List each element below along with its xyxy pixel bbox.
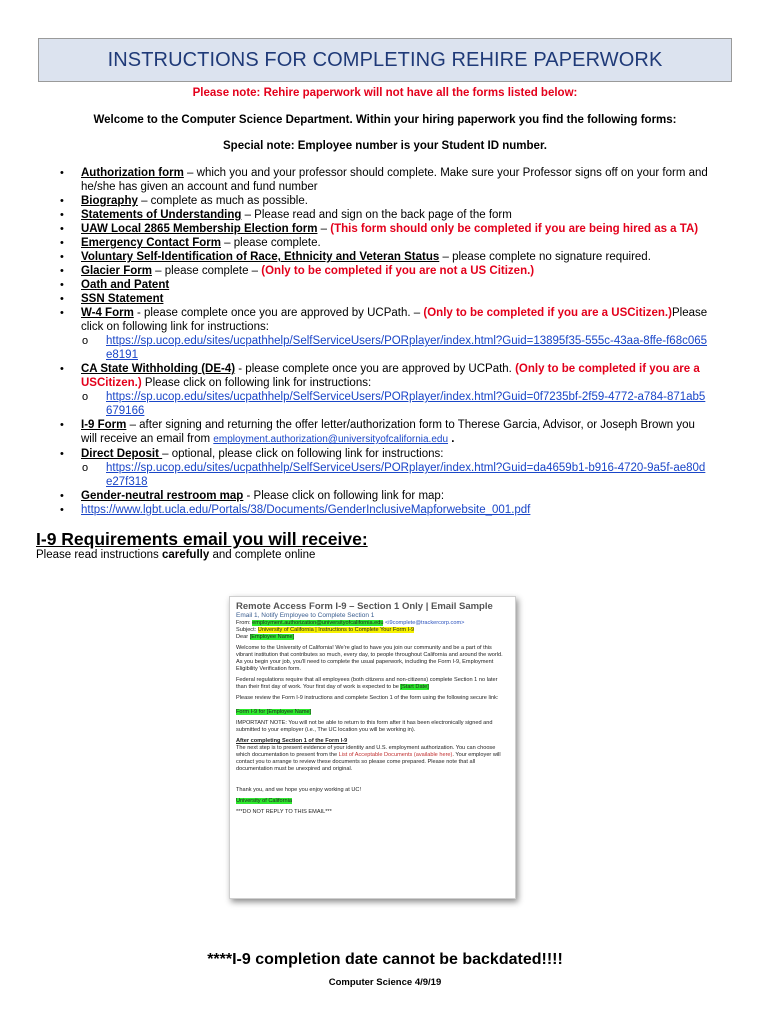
gender-neutral-text: - Please click on following link for map: <box>243 490 445 502</box>
sample-dear-value: [Employee Name] <box>249 634 295 640</box>
de4-text: - please complete once you are approved by UCPath. <box>235 363 516 375</box>
sample-p5-text: The next step is to present evidence of your identity and U.S. employment authorization. You can choose which documentation to present from the <box>236 745 496 758</box>
w4-text: - please complete once you are approved by UCPath. – <box>133 307 424 319</box>
sample-p5-link: List of Acceptable Documents (available here) <box>338 752 453 758</box>
statements-text: – Please read and sign on the back page of the form <box>241 209 512 221</box>
voluntary-label: Voluntary Self-Identification of Race, Ethnicity and Veteran Status <box>81 251 440 263</box>
biography-label: Biography <box>81 195 138 207</box>
read-pre: Please read instructions <box>36 549 162 561</box>
de4-text2: Please click on following link for instructions: <box>141 377 372 389</box>
read-instructions <box>36 549 315 561</box>
direct-deposit-link[interactable]: https://sp.ucop.edu/sites/ucpathhelp/SelfServiceUsers/PORplayer/index.html?Guid=da4659b1-b916-4720-9a5f-ae80de27f318 <box>106 462 706 488</box>
authorization-form-label: Authorization form <box>81 167 184 179</box>
sample-paragraph-3 <box>236 695 509 716</box>
list-item-direct-deposit <box>60 447 710 461</box>
emergency-label: Emergency Contact Form <box>81 237 221 249</box>
w4-label: W-4 Form <box>81 307 134 319</box>
biography-text: – complete as much as possible. <box>137 195 308 207</box>
sample-subtitle: Email 1, Notify Employee to Complete Section 1 <box>236 612 375 619</box>
ssn-label: SSN Statement <box>81 293 164 305</box>
glacier-text: – please complete – <box>151 265 262 277</box>
sample-paragraph-4: IMPORTANT NOTE: You will not be able to return to this form after it has been electronically signed and submitted to your employer (i.e., The UC location you will be working in). <box>236 720 493 733</box>
uaw-text: – <box>317 223 331 235</box>
sample-paragraph-1: Welcome to the University of California! We're glad to have you join our community and be a part of this vibrant institution that contributes so much, every day, to people throughout California and around the world. As you begin your job, you'll need to complete the usual paperwork, including the Form I-9, Employment Eligibility Verification form. <box>236 645 503 672</box>
list-item-gender-neutral <box>60 489 710 503</box>
list-item-voluntary <box>60 250 710 264</box>
forms-list <box>60 166 710 517</box>
i9-label: I-9 Form <box>81 419 127 431</box>
sample-form-link: Form I-9 for [Employee Name] <box>236 709 312 715</box>
list-item-i9 <box>60 418 710 447</box>
sample-from-extra: <i9complete@trackercorp.com> <box>383 620 465 626</box>
i9-text: – after signing and returning the offer letter/authorization form to Therese Garcia, Advisor, or Joseph Brown you will receive an email from <box>81 419 695 445</box>
statements-label: Statements of Understanding <box>81 209 242 221</box>
footer-date: Computer Science 4/9/19 <box>328 977 442 988</box>
w4-instructions-link[interactable]: https://sp.ucop.edu/sites/ucpathhelp/SelfServiceUsers/PORplayer/index.html?Guid=13895f35-555c-43aa-8ffe-f68c065e8191 <box>106 335 708 361</box>
sample-p3-text: Please review the Form I-9 instructions and complete Section 1 of the form using the following secure link: <box>236 695 499 701</box>
gender-neutral-map-link[interactable]: https://www.lgbt.ucla.edu/Portals/38/Documents/GenderInclusiveMapforwebsite_001.pdf <box>81 504 531 516</box>
list-item-w4 <box>60 306 710 334</box>
list-item-glacier <box>60 264 710 278</box>
sample-title: Remote Access Form I-9 – Section 1 Only | Email Sample <box>236 601 493 612</box>
sample-subject-value: University of California | Instructions to Complete Your Form I-9 <box>257 627 415 633</box>
emergency-text: – please complete. <box>220 237 321 249</box>
sample-from <box>236 620 509 627</box>
sample-signature <box>236 798 509 805</box>
special-note: Special note: Employee number is your Student ID number. <box>223 140 547 152</box>
oath-label: Oath and Patent <box>81 279 170 291</box>
list-item-authorization <box>60 166 710 194</box>
rehire-note: Please note: Rehire paperwork will not have all the forms listed below: <box>192 87 578 99</box>
de4-sub-item <box>60 390 710 418</box>
sample-p5-tail: . Your employer will contact you to arrange to review these documents so please come prepared. Please note that all documentation must be unexpired and original. <box>236 752 501 772</box>
list-item-statements <box>60 208 710 222</box>
sample-from-label: From: <box>236 620 253 626</box>
email-sample-image <box>229 596 516 899</box>
sample-p2-text: Federal regulations require that all employees (both citizens and non-citizens) complete Section 1 no later than their first day of work. Your first day of work is expected to be <box>236 677 498 690</box>
page-title: INSTRUCTIONS FOR COMPLETING REHIRE PAPERWORK <box>107 48 663 71</box>
w4-warning: (Only to be completed if you are a USCitizen.) <box>423 307 672 319</box>
w4-sub-item <box>60 334 710 362</box>
list-item-biography <box>60 194 710 208</box>
gender-neutral-label: Gender-neutral restroom map <box>81 490 244 502</box>
w4-text2: Please click on following link for instructions: <box>81 307 708 333</box>
list-item-gender-neutral-link <box>60 503 710 517</box>
list-item-de4 <box>60 362 710 390</box>
welcome-text: Welcome to the Computer Science Department. Within your hiring paperwork you find the following forms: <box>93 114 677 126</box>
i9-email-link[interactable]: employment.authorization@universityofcalifornia.edu <box>213 434 449 445</box>
glacier-warning: (Only to be completed if you are not a US Citizen.) <box>261 265 535 277</box>
sample-paragraph-6: Thank you, and we hope you enjoy working at UC! <box>236 787 361 793</box>
de4-warning: (Only to be completed if you are a USCitizen.) <box>81 363 700 389</box>
sample-paragraph-5 <box>236 738 509 773</box>
sample-sig-value: University of California <box>236 798 292 804</box>
de4-label: CA State Withholding (DE-4) <box>81 363 236 375</box>
list-item-oath <box>60 278 710 292</box>
title-box <box>38 38 732 82</box>
direct-deposit-sub-item <box>60 461 710 489</box>
list-item-uaw <box>60 222 710 236</box>
uaw-warning: (This form should only be completed if you are being hired as a TA) <box>330 223 699 235</box>
sample-dear <box>236 634 509 641</box>
authorization-form-text: – which you and your professor should complete. Make sure your Professor signs off on your form and he/she has given an account and fund number <box>81 167 708 193</box>
sample-dear-label: Dear <box>236 634 250 640</box>
i9-tail: . <box>448 433 455 445</box>
voluntary-text: – please complete no signature required. <box>439 251 651 263</box>
sample-paragraph-2 <box>236 677 509 691</box>
direct-deposit-text: – optional, please click on following link for instructions: <box>162 448 444 460</box>
read-bold: carefully <box>161 549 210 561</box>
list-item-emergency <box>60 236 710 250</box>
sample-p5-head: After completing Section 1 of the Form I-9 <box>236 738 348 744</box>
sample-from-value: employment.authorization@universityofcalifornia.edu <box>252 620 384 626</box>
sample-noreply: ***DO NOT REPLY TO THIS EMAIL*** <box>236 809 332 815</box>
glacier-label: Glacier Form <box>81 265 152 277</box>
read-post: and complete online <box>209 549 316 561</box>
uaw-label: UAW Local 2865 Membership Election form <box>81 223 318 235</box>
sample-subject-label: Subject: <box>236 627 258 633</box>
i9-heading: I-9 Requirements email you will receive: <box>36 529 368 549</box>
list-item-ssn <box>60 292 710 306</box>
sample-subject <box>236 627 509 634</box>
de4-instructions-link[interactable]: https://sp.ucop.edu/sites/ucpathhelp/SelfServiceUsers/PORplayer/index.html?Guid=0f7235bf-2f59-4772-a784-871ab5679166 <box>106 391 706 417</box>
backdated-warning: ****I-9 completion date cannot be backdated!!!! <box>207 951 563 968</box>
direct-deposit-label: Direct Deposit <box>81 448 163 460</box>
sample-start-date: [Start Date] <box>400 684 429 690</box>
